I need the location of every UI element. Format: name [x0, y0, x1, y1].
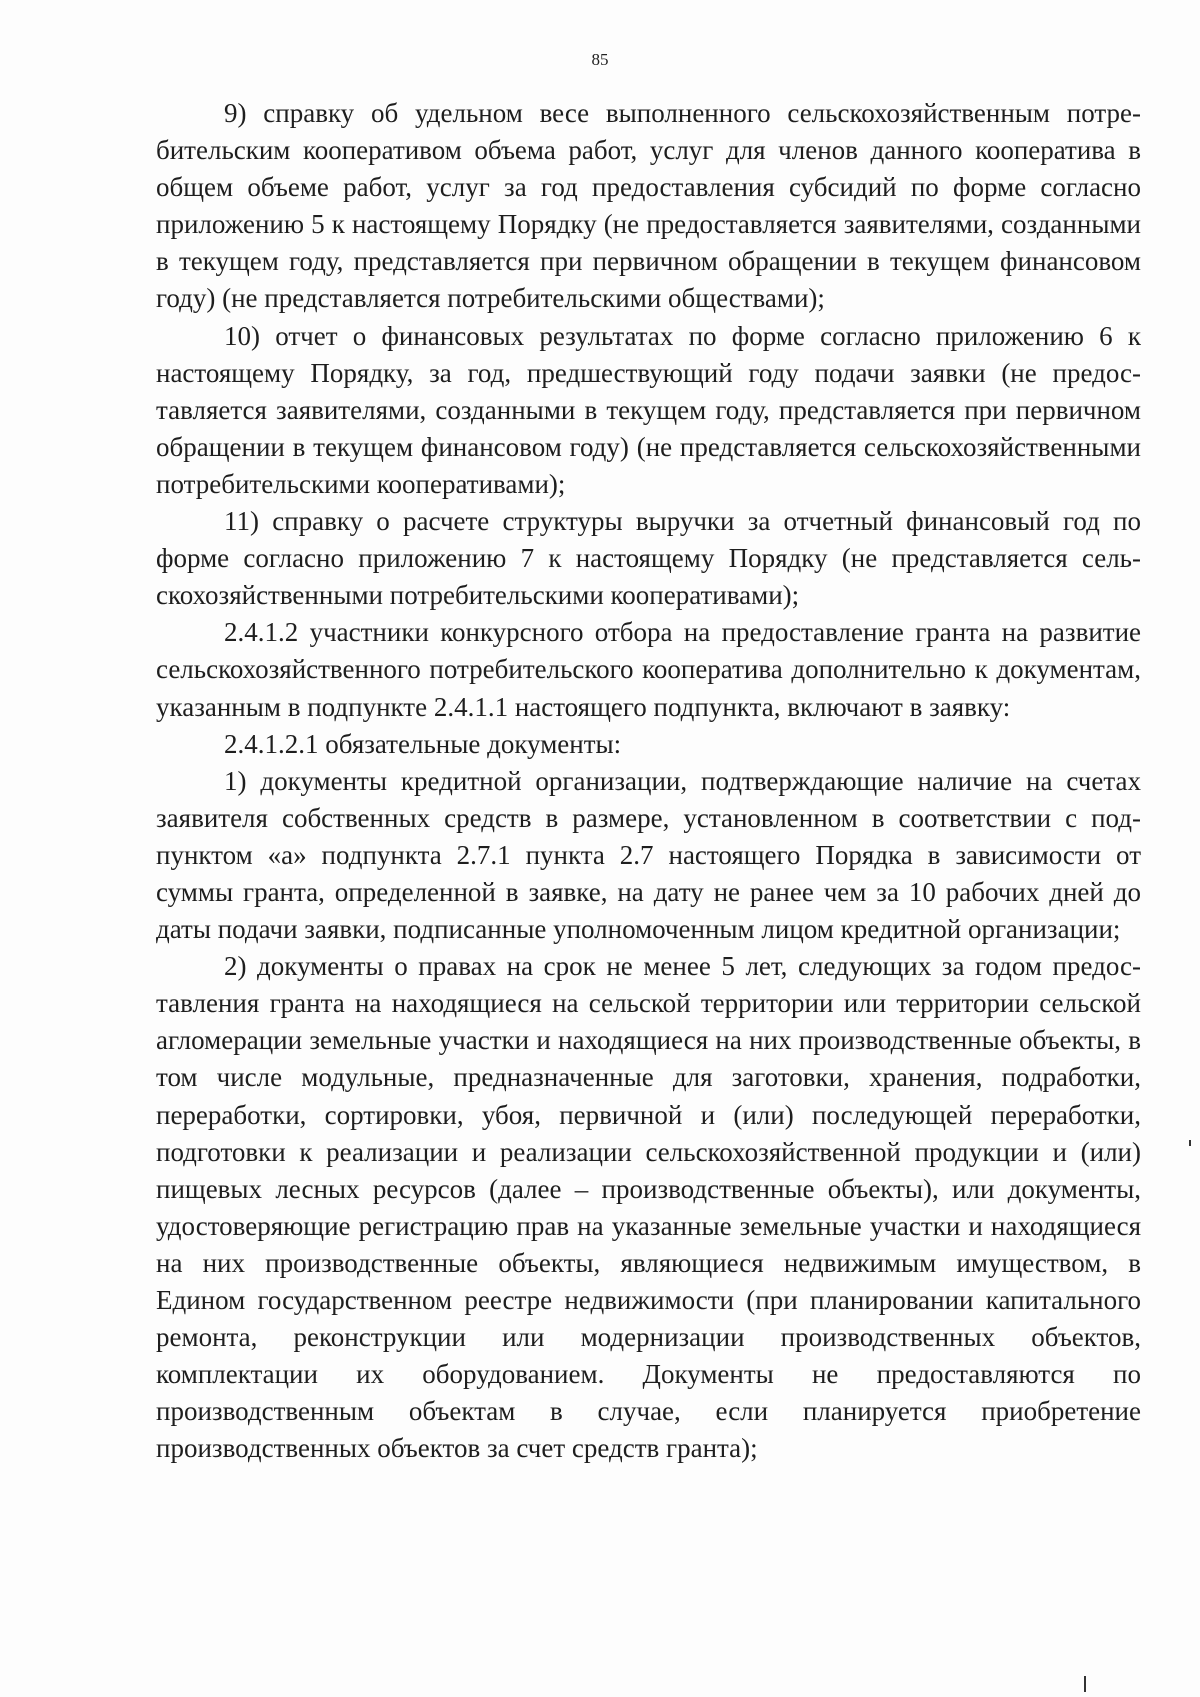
- scan-mark-bottom: [1084, 1676, 1086, 1692]
- paragraph-2-4-1-2-1-heading: 2.4.1.2.1 обязательные документы:: [224, 728, 622, 759]
- paragraph-item-10: 10) отчет о финансовых результатах по форме согласно приложению 6 к настоящему Порядку, за год, предшествующий году подачи заявки (не предоставляется заявителями, созданными в текущем году, представляется при первичном обращении в текущем финансовом году) (не представляется сельскохозяйственными потребительскими кооперативами);: [156, 320, 1141, 499]
- paragraph-item-2: 2) документы о правах на срок не менее 5 лет, следующих за годом предоставления гранта на находящиеся на сельской территории или территории сельской агломерации земельные участки и находящиеся на них производственные объекты, в том числе модульные, предназначенные для заготовки, хранения, подработки, переработки, сортировки, убоя, первичной и (или) последующей переработки, подготовки к реализации и реализации сельскохозяйственной продукции и (или) пищевых лесных ресурсов (далее – производственные объекты), или документы, удостоверяющие регистрацию прав на указанные земельные участки и находящиеся на них производственные объекты, являющиеся недвижимым имуществом, в Едином государственном реестре недвижимости (при планировании капитального ремонта, реконструкции или модернизации производственных объектов, комплектации их оборудованием. Документы не предоставляются по производственным объектам в случае, если планируется приобретение производственных объектов за счет средств гранта);: [156, 951, 1141, 1464]
- document-body: [156, 95, 1141, 1467]
- scan-mark: [1189, 1140, 1191, 1146]
- paragraph-item-11: 11) справку о расчете структуры выручки за отчетный финансовый год по форме согласно приложению 7 к настоящему Порядку (не представляется сельскохозяйственными потребительскими кооперативами);: [156, 506, 1141, 611]
- paragraph-item-1: 1) документы кредитной организации, подтверждающие наличие на счетах заявителя собственных средств в размере, установленном в соответствии с подпунктом «а» подпункта 2.7.1 пункта 2.7 настоящего Порядка в зависимости от суммы гранта, определенной в заявке, на дату не ранее чем за 10 рабочих дней до даты подачи заявки, подписанные уполномоченным лицом кредитной организации;: [156, 765, 1141, 945]
- page-number: 85: [591, 50, 609, 69]
- paragraph-2-4-1-2: 2.4.1.2 участники конкурсного отбора на предоставление гранта на развитие сельскохозяйственного потребительского кооператива дополнительно к документам, указанным в подпункте 2.4.1.1 настоящего подпункта, включают в заявку:: [156, 617, 1141, 722]
- paragraph-item-9: 9) справку об удельном весе выполненного сельскохозяйственным потребительским кооперативом объема работ, услуг для членов данного кооператива в общем объеме работ, услуг за год предоставления субсидий по форме согласно приложению 5 к настоящему Порядку (не предоставляется заявителями, созданными в текущем году, представляется при первичном обращении в текущем финансовом году) (не представляется потребительскими обществами);: [156, 98, 1141, 314]
